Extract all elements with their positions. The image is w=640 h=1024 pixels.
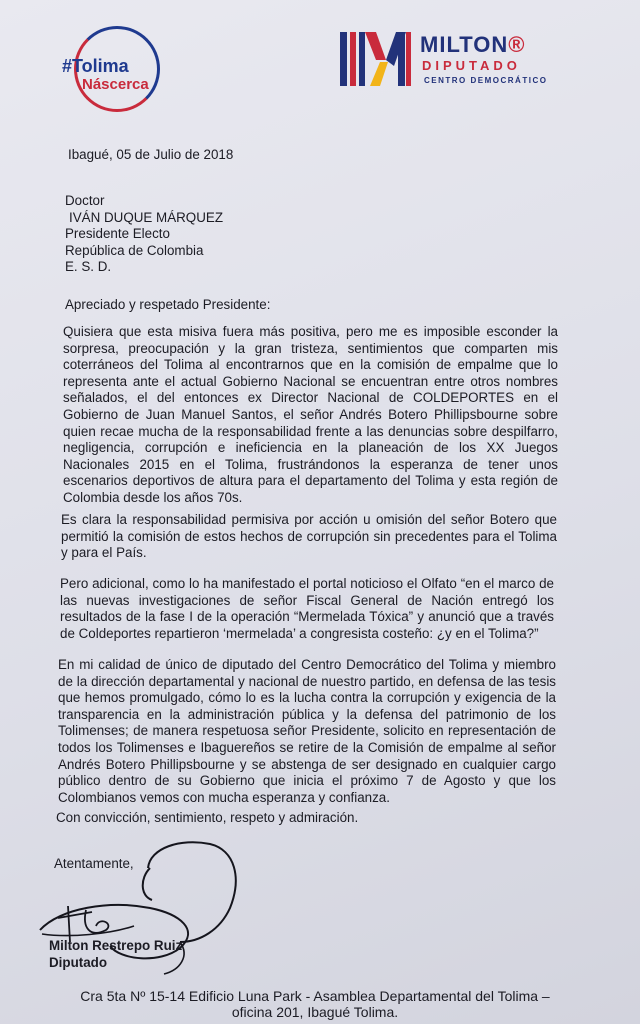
footer-line: Cra 5ta Nº 15-14 Edificio Luna Park - Asamblea Departamental del Tolima – — [80, 988, 550, 1004]
logo-left-line1: #Tolima — [62, 56, 129, 76]
recipient-line: IVÁN DUQUE MÁRQUEZ — [69, 209, 224, 225]
date-line: Ibagué, 05 de Julio de 2018 — [68, 147, 234, 162]
body-paragraph-3: Pero adicional, como lo ha manifestado el portal noticioso el Olfato “en el marco de las nuevas investigaciones de señor Fiscal General de Nación entregó los resultados de la fase I de la operación “Mermelada Tóxica” y anunció que a través de Coldeportes repartieron ‘mermelada’ a congresista costeño: ¿y en el Tolima?” — [60, 576, 554, 641]
milton-mark-icon — [340, 30, 412, 88]
salutation: Apreciado y respetado Presidente: — [65, 297, 271, 312]
signer-name: Milton Restrepo Ruiz — [49, 938, 183, 953]
signer-title: Diputado — [49, 955, 108, 970]
recipient-line: E. S. D. — [65, 259, 112, 275]
recipient-line: Presidente Electo — [65, 226, 170, 242]
recipient-line: República de Colombia — [65, 242, 204, 258]
recipient-block — [65, 193, 223, 276]
footer-address — [60, 988, 570, 1020]
closing-line: Con convicción, sentimiento, respeto y admiración. — [56, 810, 359, 825]
regards-line: Atentamente, — [54, 856, 134, 871]
brand-name: MILTON® — [420, 32, 526, 57]
brand-role: DIPUTADO — [422, 58, 521, 73]
logo-left-line2: Náscerca — [82, 76, 149, 93]
tolima-mas-cerca-logo — [58, 22, 173, 120]
brand-party: CENTRO DEMOCRÁTICO — [424, 76, 548, 85]
milton-diputado-logo — [340, 30, 550, 92]
body-paragraph-1: Quisiera que esta misiva fuera más positiva, pero me es imposible esconder la sorpresa, preocupación y la gran tristeza, sentimientos que comparten mis coterráneos del Tolima al encontrarnos que en la comisión de empalme que lo representa ante el actual Gobierno Nacional se encuentran entre otros nombres señalados, el del entonces ex Director Nacional de COLDEPORTES en el Gobierno de Juan Manuel Santos, el señor Andrés Botero Phillipsbourne sobre quien recae mucha de la responsabilidad frente a las denuncias sobre despilfarro, negligencia, corrupción e ineficiencia en la planeación de los XX Juegos Nacionales 2015 en el Tolima, frustrándonos la esperanza de tener unos escenarios deportivos de altura para el departamento del Tolima y esta región de Colombia desde los años 70s. — [63, 324, 558, 505]
recipient-line: Doctor — [65, 193, 105, 208]
registered-mark: ® — [508, 32, 526, 57]
footer-line: oficina 201, Ibagué Tolima. — [231, 1004, 399, 1020]
body-paragraph-4: En mi calidad de único de diputado del Centro Democrático del Tolima y miembro de la dirección departamental y nacional de nuestro partido, en defensa de las tesis que hemos promulgado, cómo lo es la lucha contra la corrupción y exigencia de la transparencia en la administración pública y la defensa del patrimonio de los Tolimenses; de manera respetuosa señor Presidente, solicito en representación de todos los Tolimenses e Ibaguereños se retire de la Comisión de empalme al señor Andrés Botero Phillipsbourne y se abstenga de ser designado en cualquier cargo público dentro de su Gobierno que inicia el próximo 7 de Agosto y que los Colombianos vemos con mucha esperanza y confianza. — [58, 657, 556, 805]
body-paragraph-2: Es clara la responsabilidad permisiva por acción u omisión del señor Botero que permitió la comisión de estos hechos de corrupción sin precedentes para el Tolima y para el País. — [61, 512, 557, 561]
